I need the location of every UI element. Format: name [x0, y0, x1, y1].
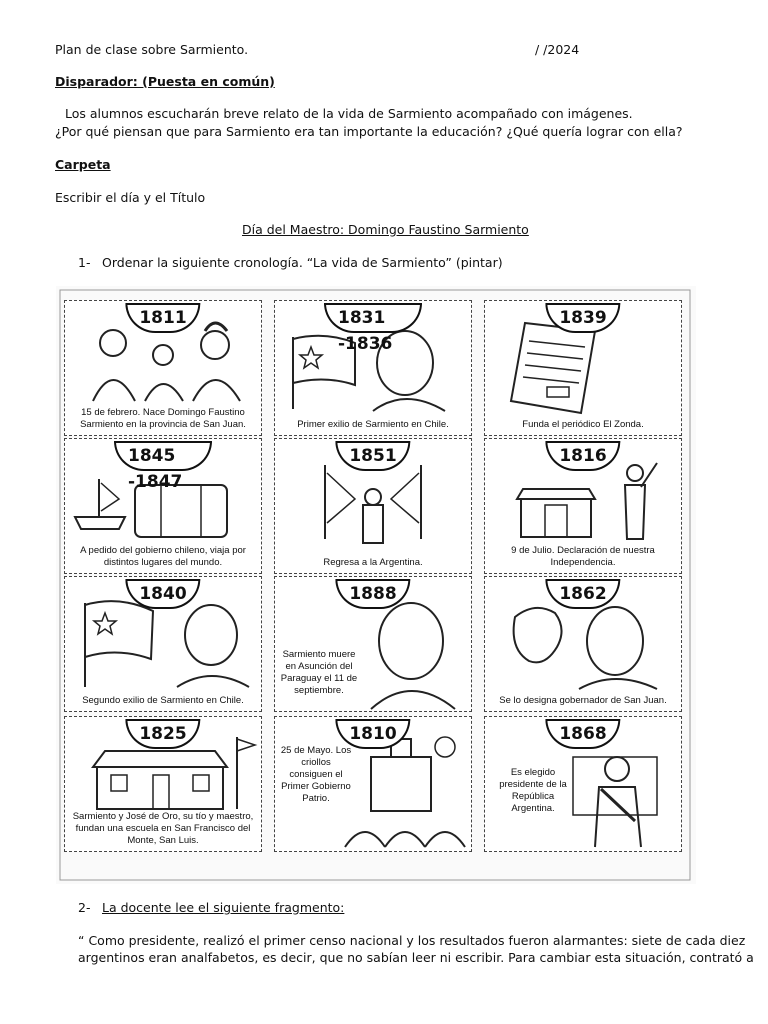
timeline-worksheet: [56, 286, 696, 884]
year-label: 1862: [545, 579, 620, 609]
year-label: 1845 -1847: [114, 441, 212, 471]
event-caption: Funda el periódico El Zonda.: [522, 419, 644, 430]
timeline-row-2: [64, 438, 680, 574]
year-label: 1851: [335, 441, 410, 471]
timeline-card-1811: [64, 300, 262, 436]
disparador-line-1: Los alumnos escucharán breve relato de la vida de Sarmiento acompañado con imágenes.: [65, 106, 633, 121]
event-caption: Se lo designa gobernador de San Juan.: [499, 695, 667, 706]
event-caption: 15 de febrero. Nace Domingo Faustino Sarmiento en la provincia de San Juan.: [80, 407, 246, 430]
timeline-card-1862: [484, 576, 682, 712]
event-caption: Segundo exilio de Sarmiento en Chile.: [82, 695, 244, 706]
event-caption: 25 de Mayo. Los criollos consiguen el Primer Gobierno Patrio.: [280, 745, 352, 804]
event-caption: Primer exilio de Sarmiento en Chile.: [297, 419, 449, 430]
timeline-card-1888: [274, 576, 472, 712]
event-caption: Es elegido presidente de la República Argentina.: [499, 767, 567, 814]
task-1-text: Ordenar la siguiente cronología. “La vida de Sarmiento” (pintar): [102, 255, 503, 270]
event-caption: A pedido del gobierno chileno, viaja por distintos lugares del mundo.: [80, 545, 246, 568]
timeline-card-1810: [274, 716, 472, 852]
event-caption: Sarmiento y José de Oro, su tío y maestro, fundan una escuela en San Francisco del Monte, San Luis.: [72, 811, 254, 846]
year-label: 1839: [545, 303, 620, 333]
quote-line-1: “ Como presidente, realizó el primer censo nacional y los resultados fueron alarmantes: siete de cada diez: [78, 933, 746, 948]
carpeta-instruction: Escribir el día y el Título: [55, 190, 206, 205]
timeline-card-1831-1836: [274, 300, 472, 436]
timeline-card-1868: [484, 716, 682, 852]
year-label: 1811: [125, 303, 200, 333]
timeline-card-1839: [484, 300, 682, 436]
event-caption: 9 de Julio. Declaración de nuestra Independencia.: [511, 545, 655, 568]
document-title: Plan de clase sobre Sarmiento.: [55, 42, 249, 57]
disparador-line-2: ¿Por qué piensan que para Sarmiento era tan importante la educación? ¿Qué quería lograr con ella?: [55, 124, 683, 139]
timeline-card-1825: [64, 716, 262, 852]
year-label: 1816: [545, 441, 620, 471]
lesson-title: Día del Maestro: Domingo Faustino Sarmiento: [242, 222, 529, 237]
year-label: 1868: [545, 719, 620, 749]
year-label: 1840: [125, 579, 200, 609]
event-caption: Sarmiento muere en Asunción del Paraguay el 11 de septiembre.: [280, 649, 358, 696]
timeline-card-1845-1847: [64, 438, 262, 574]
timeline-card-1851: [274, 438, 472, 574]
timeline-row-1: [64, 300, 680, 436]
carpeta-heading: Carpeta: [55, 157, 111, 172]
disparador-heading: Disparador: (Puesta en común): [55, 74, 275, 89]
year-label: 1831 -1836: [324, 303, 422, 333]
timeline-card-1816: [484, 438, 682, 574]
event-caption: Regresa a la Argentina.: [323, 557, 423, 568]
year-label: 1888: [335, 579, 410, 609]
timeline-card-1840: [64, 576, 262, 712]
timeline-row-3: [64, 576, 680, 712]
quote-line-2: argentinos eran analfabetos, es decir, que no sabían leer ni escribir. Para cambiar esta situación, contrató a: [78, 950, 754, 965]
year-label: 1825: [125, 719, 200, 749]
task-1-number: 1-: [78, 255, 91, 270]
task-2-text: La docente lee el siguiente fragmento:: [102, 900, 345, 915]
year-label: 1810: [335, 719, 410, 749]
timeline-row-4: [64, 716, 680, 852]
date-field: / /2024: [535, 42, 580, 57]
task-2-number: 2-: [78, 900, 91, 915]
